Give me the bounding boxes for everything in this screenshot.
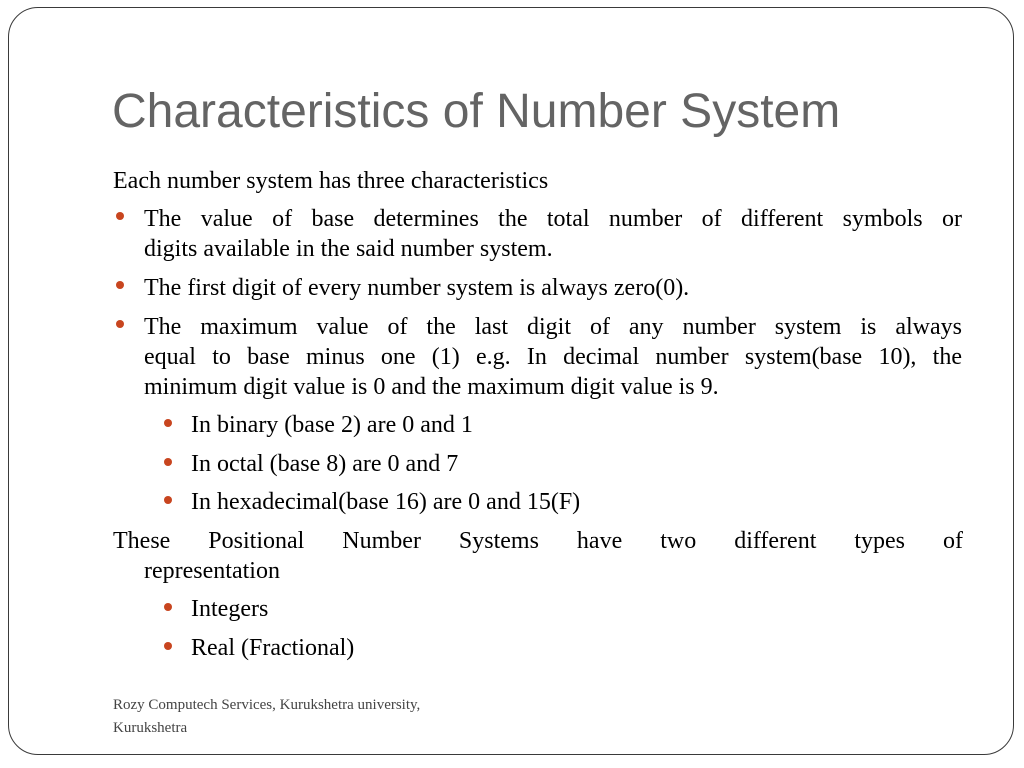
sub-bullet-integers: Integers <box>191 596 269 622</box>
sub-bullet-icon <box>164 458 172 466</box>
positional-line-2: representation <box>144 558 280 584</box>
intro-text: Each number system has three characteristics <box>113 168 549 194</box>
bullet-3-line-2: equal to base minus one (1) e.g. In decimal number system(base 10), the <box>144 344 962 370</box>
slide-footer <box>113 694 420 740</box>
bullet-1-line-2: digits available in the said number system. <box>144 236 553 262</box>
sub-bullet-icon <box>164 603 172 611</box>
slide-title: Characteristics of Number System <box>112 85 841 138</box>
footer-line-2: Kurukshetra <box>113 720 188 736</box>
bullet-2-line-1: The first digit of every number system is always zero(0). <box>144 275 690 301</box>
bullet-icon <box>116 212 124 220</box>
sub-bullet-octal: In octal (base 8) are 0 and 7 <box>191 451 459 477</box>
bullet-icon <box>116 320 124 328</box>
sub-bullet-icon <box>164 419 172 427</box>
bullet-3-line-3: minimum digit value is 0 and the maximum digit value is 9. <box>144 374 719 400</box>
bullet-3-line-1: The maximum value of the last digit of any number system is always <box>144 314 962 340</box>
sub-bullet-hexadecimal: In hexadecimal(base 16) are 0 and 15(F) <box>191 489 581 515</box>
sub-bullet-icon <box>164 642 172 650</box>
sub-bullet-binary: In binary (base 2) are 0 and 1 <box>191 412 473 438</box>
bullet-1-line-1: The value of base determines the total number of different symbols or <box>144 206 962 232</box>
footer-line-1: Rozy Computech Services, Kurukshetra university, <box>113 697 421 713</box>
sub-bullet-icon <box>164 496 172 504</box>
bullet-icon <box>116 281 124 289</box>
sub-bullet-real: Real (Fractional) <box>191 635 355 661</box>
positional-line-1: These Positional Number Systems have two different types of <box>113 528 963 554</box>
